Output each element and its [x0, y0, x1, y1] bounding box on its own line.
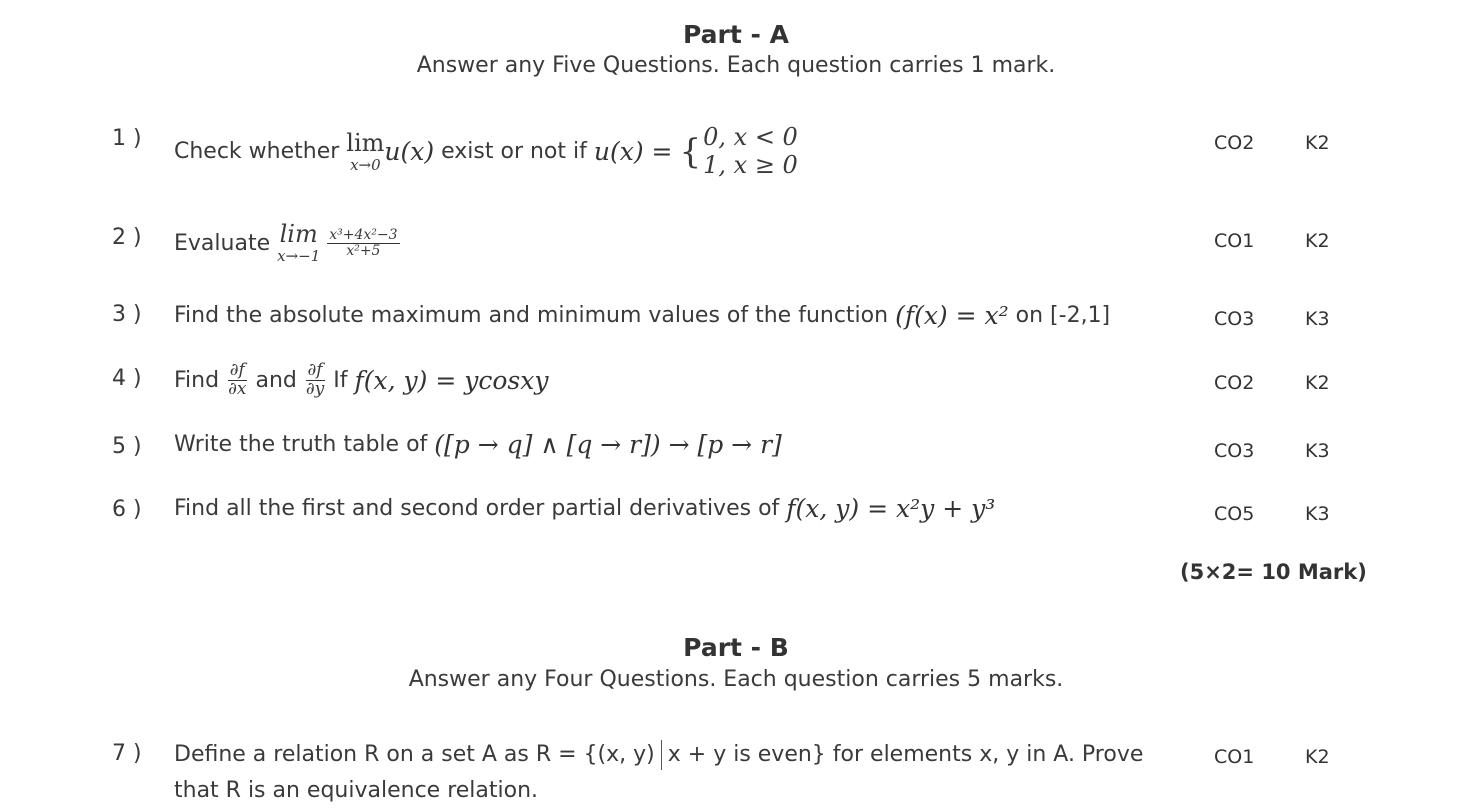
course-outcome: CO2	[1214, 132, 1255, 154]
question-number: 3 )	[112, 302, 142, 327]
case-row: 1, x ≥ 0	[703, 150, 798, 179]
question-number: 6 )	[112, 497, 142, 522]
math-expression: f(x, y) = x²y + y³	[786, 494, 996, 523]
part-b-heading: Part - B	[683, 633, 789, 662]
question-prefix: Evaluate	[174, 230, 271, 256]
question-connector: If	[333, 367, 348, 393]
part-b-instruction: Answer any Four Questions. Each question carries 5 marks.	[408, 667, 1064, 692]
question-connector: exist or not if	[441, 139, 587, 165]
limit-operator	[277, 222, 320, 264]
knowledge-level: K3	[1305, 308, 1330, 330]
course-outcome: CO3	[1214, 440, 1255, 462]
question-prefix: Check whether	[174, 139, 340, 165]
question-prefix: Write the truth table of	[174, 432, 428, 457]
limit-symbol: lim	[279, 220, 318, 248]
knowledge-level: K2	[1305, 372, 1330, 394]
question-prefix: Find all the first and second order partial derivatives of	[174, 496, 780, 521]
course-outcome: CO5	[1214, 503, 1255, 525]
question-prefix: Find	[174, 367, 220, 393]
question-suffix: on [-2,1]	[1015, 303, 1111, 328]
math-expression: f(x, y) = ycosxy	[354, 365, 549, 395]
question-number: 5 )	[112, 434, 142, 459]
math-expression: ([p → q] ∧ [q → r]) → [p → r]	[434, 430, 782, 459]
question-number: 7 )	[112, 741, 142, 766]
question-number: 1 )	[112, 126, 142, 151]
knowledge-level: K2	[1305, 746, 1330, 768]
fraction	[327, 228, 399, 258]
part-a-heading: Part - A	[683, 20, 789, 49]
course-outcome: CO3	[1214, 308, 1255, 330]
case-row: 0, x < 0	[703, 123, 798, 151]
part-a-marks: (5×2= 10 Mark)	[1180, 560, 1367, 584]
question-connector: and	[255, 367, 297, 393]
part-a-instruction: Answer any Five Questions. Each question carries 1 mark.	[416, 53, 1056, 78]
question-text	[174, 124, 798, 179]
question-prefix: Define a relation R on a set A as R = {(x, y)	[174, 742, 655, 767]
brace-icon: {	[679, 131, 702, 172]
limit-subscript: x→0	[350, 155, 381, 174]
math-expression: (f(x) = x²	[895, 301, 1009, 330]
knowledge-level: K3	[1305, 503, 1330, 525]
question-text	[174, 737, 1174, 809]
question-number: 2 )	[112, 225, 142, 250]
knowledge-level: K2	[1305, 230, 1330, 252]
limit-operator	[346, 128, 385, 174]
question-number: 4 )	[112, 366, 142, 391]
question-suffix: x + y is even} for elements x, y in A. Prove that R is an equivalence relation.	[174, 742, 1144, 803]
fraction-numerator: ∂f	[307, 360, 323, 380]
fraction-numerator: ∂f	[229, 360, 245, 380]
knowledge-level: K2	[1305, 132, 1330, 154]
fraction-denominator: ∂x	[228, 378, 247, 399]
course-outcome: CO1	[1214, 230, 1255, 252]
partial-fraction	[304, 362, 326, 399]
question-text	[174, 301, 1110, 330]
question-text	[174, 494, 995, 523]
partial-fraction	[226, 362, 248, 399]
question-text	[174, 430, 782, 459]
math-expression: u(x)	[384, 137, 435, 167]
question-text	[174, 362, 548, 399]
fraction-numerator: x³+4x²−3	[329, 226, 398, 243]
course-outcome: CO1	[1214, 746, 1255, 768]
fraction-denominator: ∂y	[305, 378, 325, 399]
question-prefix: Find the absolute maximum and minimum values of the function	[174, 303, 889, 328]
piecewise-cases	[679, 124, 797, 179]
limit-subscript: x→−1	[277, 247, 321, 265]
knowledge-level: K3	[1305, 440, 1330, 462]
fraction-denominator: x²+5	[346, 242, 381, 259]
limit-symbol: lim	[346, 128, 385, 157]
question-text	[174, 222, 400, 264]
divider	[661, 740, 662, 770]
math-expression: u(x) =	[593, 137, 673, 167]
course-outcome: CO2	[1214, 372, 1255, 394]
